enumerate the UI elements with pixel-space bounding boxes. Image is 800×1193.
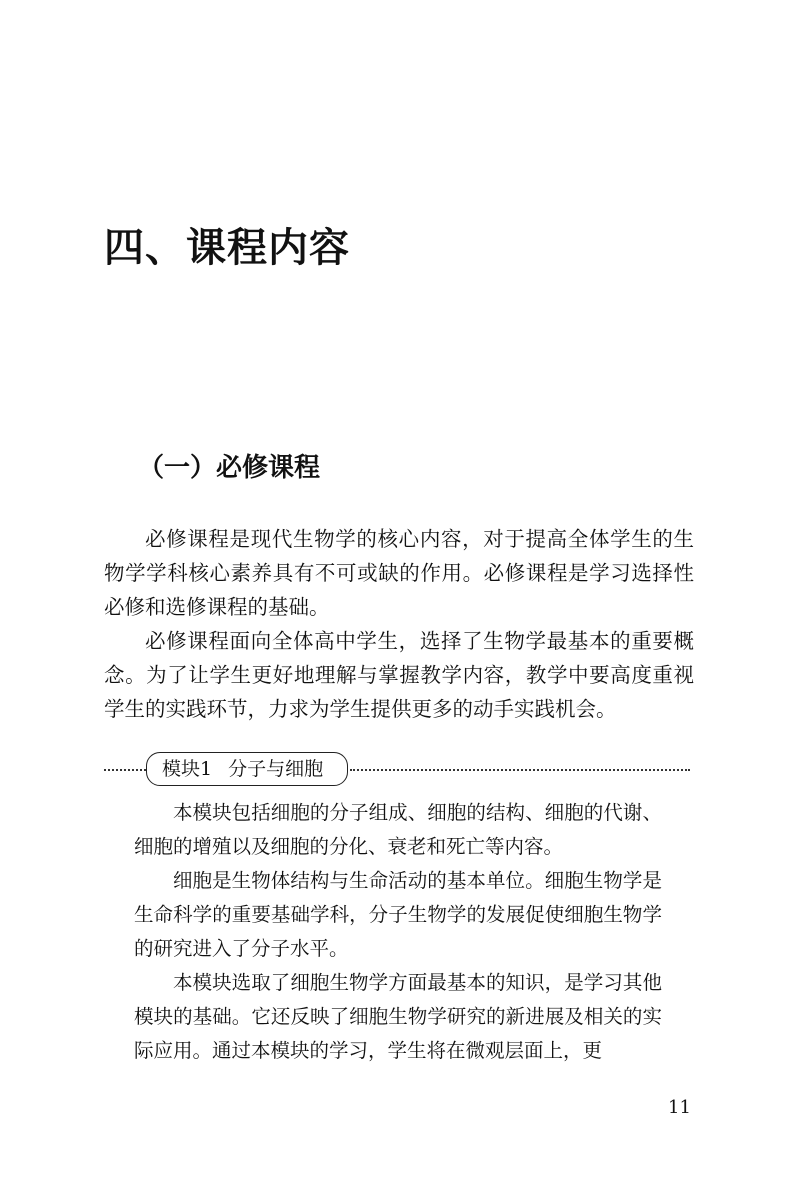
module-heading-label [162,756,323,782]
dotted-rule-left [104,769,146,771]
intro-paragraph: 必修课程面向全体高中学生，选择了生物学最基本的重要概念。为了让学生更好地理解与掌握教学内容，教学中要高度重视学生的实践环节，力求为学生提供更多的动手实践机会。 [104,629,694,721]
dotted-rule-right [350,769,690,771]
module-heading [104,752,690,792]
module-number: 模块1 [162,758,213,780]
section-title: （一）必修课程 [138,453,321,483]
chapter-title: 四、课程内容 [104,225,350,271]
module-paragraph: 本模块选取了细胞生物学方面最基本的知识，是学习其他模块的基础。它还反映了细胞生物学研究的新进展及相关的实际应用。通过本模块的学习，学生将在微观层面上，更 [134,971,662,1062]
intro-text [104,522,694,726]
module-name: 分子与细胞 [228,758,324,780]
module-paragraph: 本模块包括细胞的分子组成、细胞的结构、细胞的代谢、细胞的增殖以及细胞的分化、衰老和死亡等内容。 [134,801,662,858]
module-paragraph: 细胞是生物体结构与生命活动的基本单位。细胞生物学是生命科学的重要基础学科，分子生物学的发展促使细胞生物学的研究进入了分子水平。 [134,869,662,960]
page-number: 11 [668,1097,691,1118]
intro-paragraph: 必修课程是现代生物学的核心内容，对于提高全体学生的生物学学科核心素养具有不可或缺的作用。必修课程是学习选择性必修和选修课程的基础。 [104,527,694,619]
module-body-text [134,796,662,1068]
